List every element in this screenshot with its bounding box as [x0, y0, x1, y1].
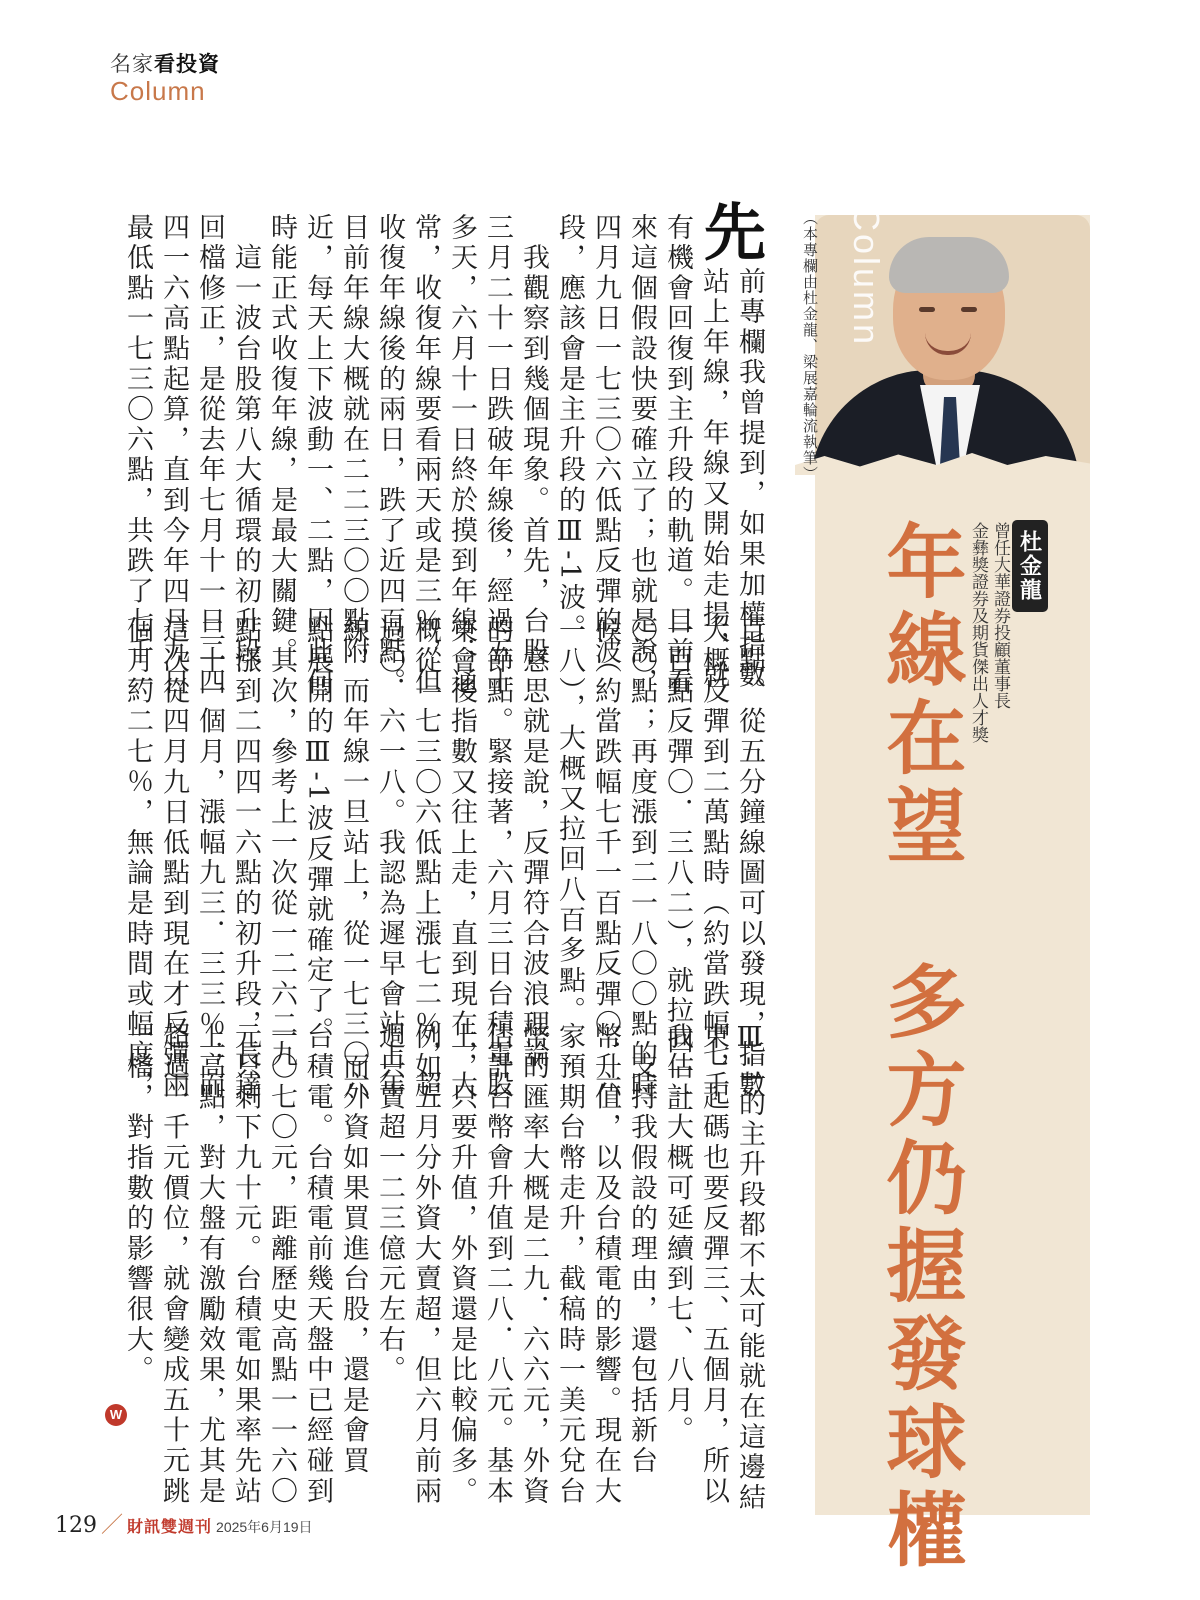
article-line: 近，每天上下波動一、二點，因此何 — [302, 213, 333, 698]
article-line: 其次，參考上一次從一二六二九 — [266, 616, 297, 1071]
article-line: 點漲到二四四一六點的初升段，長達 — [230, 616, 261, 1101]
article-line: 東會後指數又往上走，直到現在，大 — [446, 616, 477, 1101]
article-line: 時能正式收復年線，是最大關鍵。 — [266, 213, 297, 668]
article-line: 我估計大概可延續到七、八月。 — [662, 1022, 693, 1447]
column-header — [110, 48, 220, 107]
article-line: 支持我假設的理由，還包括新台 — [626, 1022, 657, 1477]
article-line: 束，起碼也要反彈三、五個月，所以 — [698, 1022, 729, 1507]
issue-date: 2025年6月19日 — [216, 1519, 313, 1535]
page-number: 129 — [55, 1513, 97, 1538]
author-name: 杜金龍 — [1012, 520, 1048, 612]
author-note: （本專欄由杜金龍、梁展嘉輪流執筆） — [801, 210, 819, 482]
article-line: 意思就是說，反彈符合波浪理論 — [518, 616, 549, 1071]
article-line: 四一六高點起算，直到今年四月九日 — [158, 213, 189, 698]
article-line: 幣升值，以及台積電的影響。現在大 — [590, 1022, 621, 1507]
author-title-2: 金彝獎證券及期貨傑出人才獎 — [968, 522, 988, 743]
article-line: 家預期台幣走升，截稿時一美元兌台 — [554, 1022, 585, 1507]
article-line: 段，應該會是主升段的Ⅲ-1波。 — [554, 213, 585, 644]
article-line: 一檔，對指數的影響很大。 — [122, 1022, 153, 1386]
article-line: 多天，六月十一日終於摸到年線；通 — [446, 213, 477, 698]
article-line: 站上年線，年線又開始走揚，就 — [698, 267, 729, 692]
article-line: 而外資如果買進台股，還是會買 — [338, 1022, 369, 1477]
article-line: 的節點。緊接著，六月三日台積電股 — [482, 616, 513, 1101]
footer-slash: ／ — [101, 1513, 124, 1538]
article-line: 〇〇點；再度漲到二一八〇〇點的時 — [626, 616, 657, 1101]
author-title-1: 曾任大華證券投顧董事長 — [990, 522, 1010, 709]
article-line: 前專欄我曾提到，如果加權指數 — [734, 267, 765, 692]
article-line: 候（約當跌幅七千一百點反彈〇．六 — [590, 616, 621, 1101]
article-line: 線，而年線一旦站上，從一七三〇六 — [338, 616, 369, 1101]
article-line: 台積電。台積電前幾天盤中已經碰到 — [302, 1022, 333, 1507]
article-line: 有機會回復到主升段的軌道。目前看 — [662, 213, 693, 698]
article-line: 上，只要升值，外資還是比較偏多。 — [446, 1022, 477, 1507]
column-header-zh: 名家看投資 — [110, 51, 220, 76]
author-portrait — [795, 225, 1090, 475]
article-line: 超過一千元價位，就會變成五十元跳 — [158, 1022, 189, 1507]
page-footer — [55, 1508, 313, 1539]
article-line: 概從一七三〇六低點上漲七二％，超 — [410, 616, 441, 1101]
article-line: 上高點，對大盤有激勵效果，尤其是 — [194, 1022, 225, 1507]
headline: 年線在望 多方仍握發球權 — [873, 520, 967, 1576]
article-line: 我觀察到幾個現象。首先，台股 — [518, 213, 549, 668]
article-line: 三月二十一日跌破年線後，經過五十 — [482, 213, 513, 698]
article-line: 最低點一七三〇六點，共跌了七千一 — [122, 213, 153, 698]
column-header-en: Column — [110, 76, 206, 106]
article-line: 大概反彈到二萬點時（約當跌幅七千 — [698, 616, 729, 1101]
article-line: 元只剩下九十元。台積電如果率先站 — [230, 1022, 261, 1507]
article-line: 百點。從五分鐘線圖可以發現，指數 — [734, 616, 765, 1101]
article-line: 過〇．六一八。我認為遲早會站上年 — [374, 616, 405, 1101]
article-line: 四月九日一七三〇六低點反彈的波 — [590, 213, 621, 668]
article-line: 常，收復年線要看兩天或是三％，但 — [410, 213, 441, 698]
article-line: 一百點反彈〇．三八二），就拉回一二 — [662, 616, 693, 1118]
article-line: 回檔修正，是從去年七月十一日二四 — [194, 213, 225, 698]
magazine-name: 財訊雙週刊 — [127, 1517, 213, 1536]
article-line: 來這個假設快要確立了；也就是說， — [626, 213, 657, 698]
article-line: 這一波台股第八大循環的初升段 — [230, 213, 261, 668]
article-line: 二十一個月，漲幅九三．三三％；而 — [194, 616, 225, 1101]
article-line: 一〇七〇元，距離歷史高點一一六〇 — [266, 1022, 297, 1507]
article-dropcap: 先 — [703, 196, 766, 269]
article-line: 一八），大概又拉回八百多點。 — [554, 616, 585, 1027]
article-line: 這次從四月九日低點到現在才反彈兩 — [158, 616, 189, 1101]
article-line: 目前年線大概就在二二三〇〇點附 — [338, 213, 369, 668]
article-line: Ⅲ-1的主升段都不太可能就在這邊結 — [734, 1022, 765, 1514]
article-line: 週只賣超一二三億元左右。 — [374, 1022, 405, 1386]
article-line: 個月約二七％，無論是時間或幅度， — [122, 616, 153, 1101]
article-line: 幣的匯率大概是二九．六六元，外資 — [518, 1022, 549, 1507]
panel-column-label: Column — [846, 205, 887, 348]
article-line: 估計台幣會升值到二八．八元。基本 — [482, 1022, 513, 1507]
article-line: 收復年線後的兩日，跌了近四百點。 — [374, 213, 405, 698]
article-line: 點展開的Ⅲ-1波反彈就確定了。 — [302, 616, 333, 1047]
article-line: 例如五月分外資大賣超，但六月前兩 — [410, 1022, 441, 1507]
end-mark-icon: W — [105, 1404, 127, 1426]
